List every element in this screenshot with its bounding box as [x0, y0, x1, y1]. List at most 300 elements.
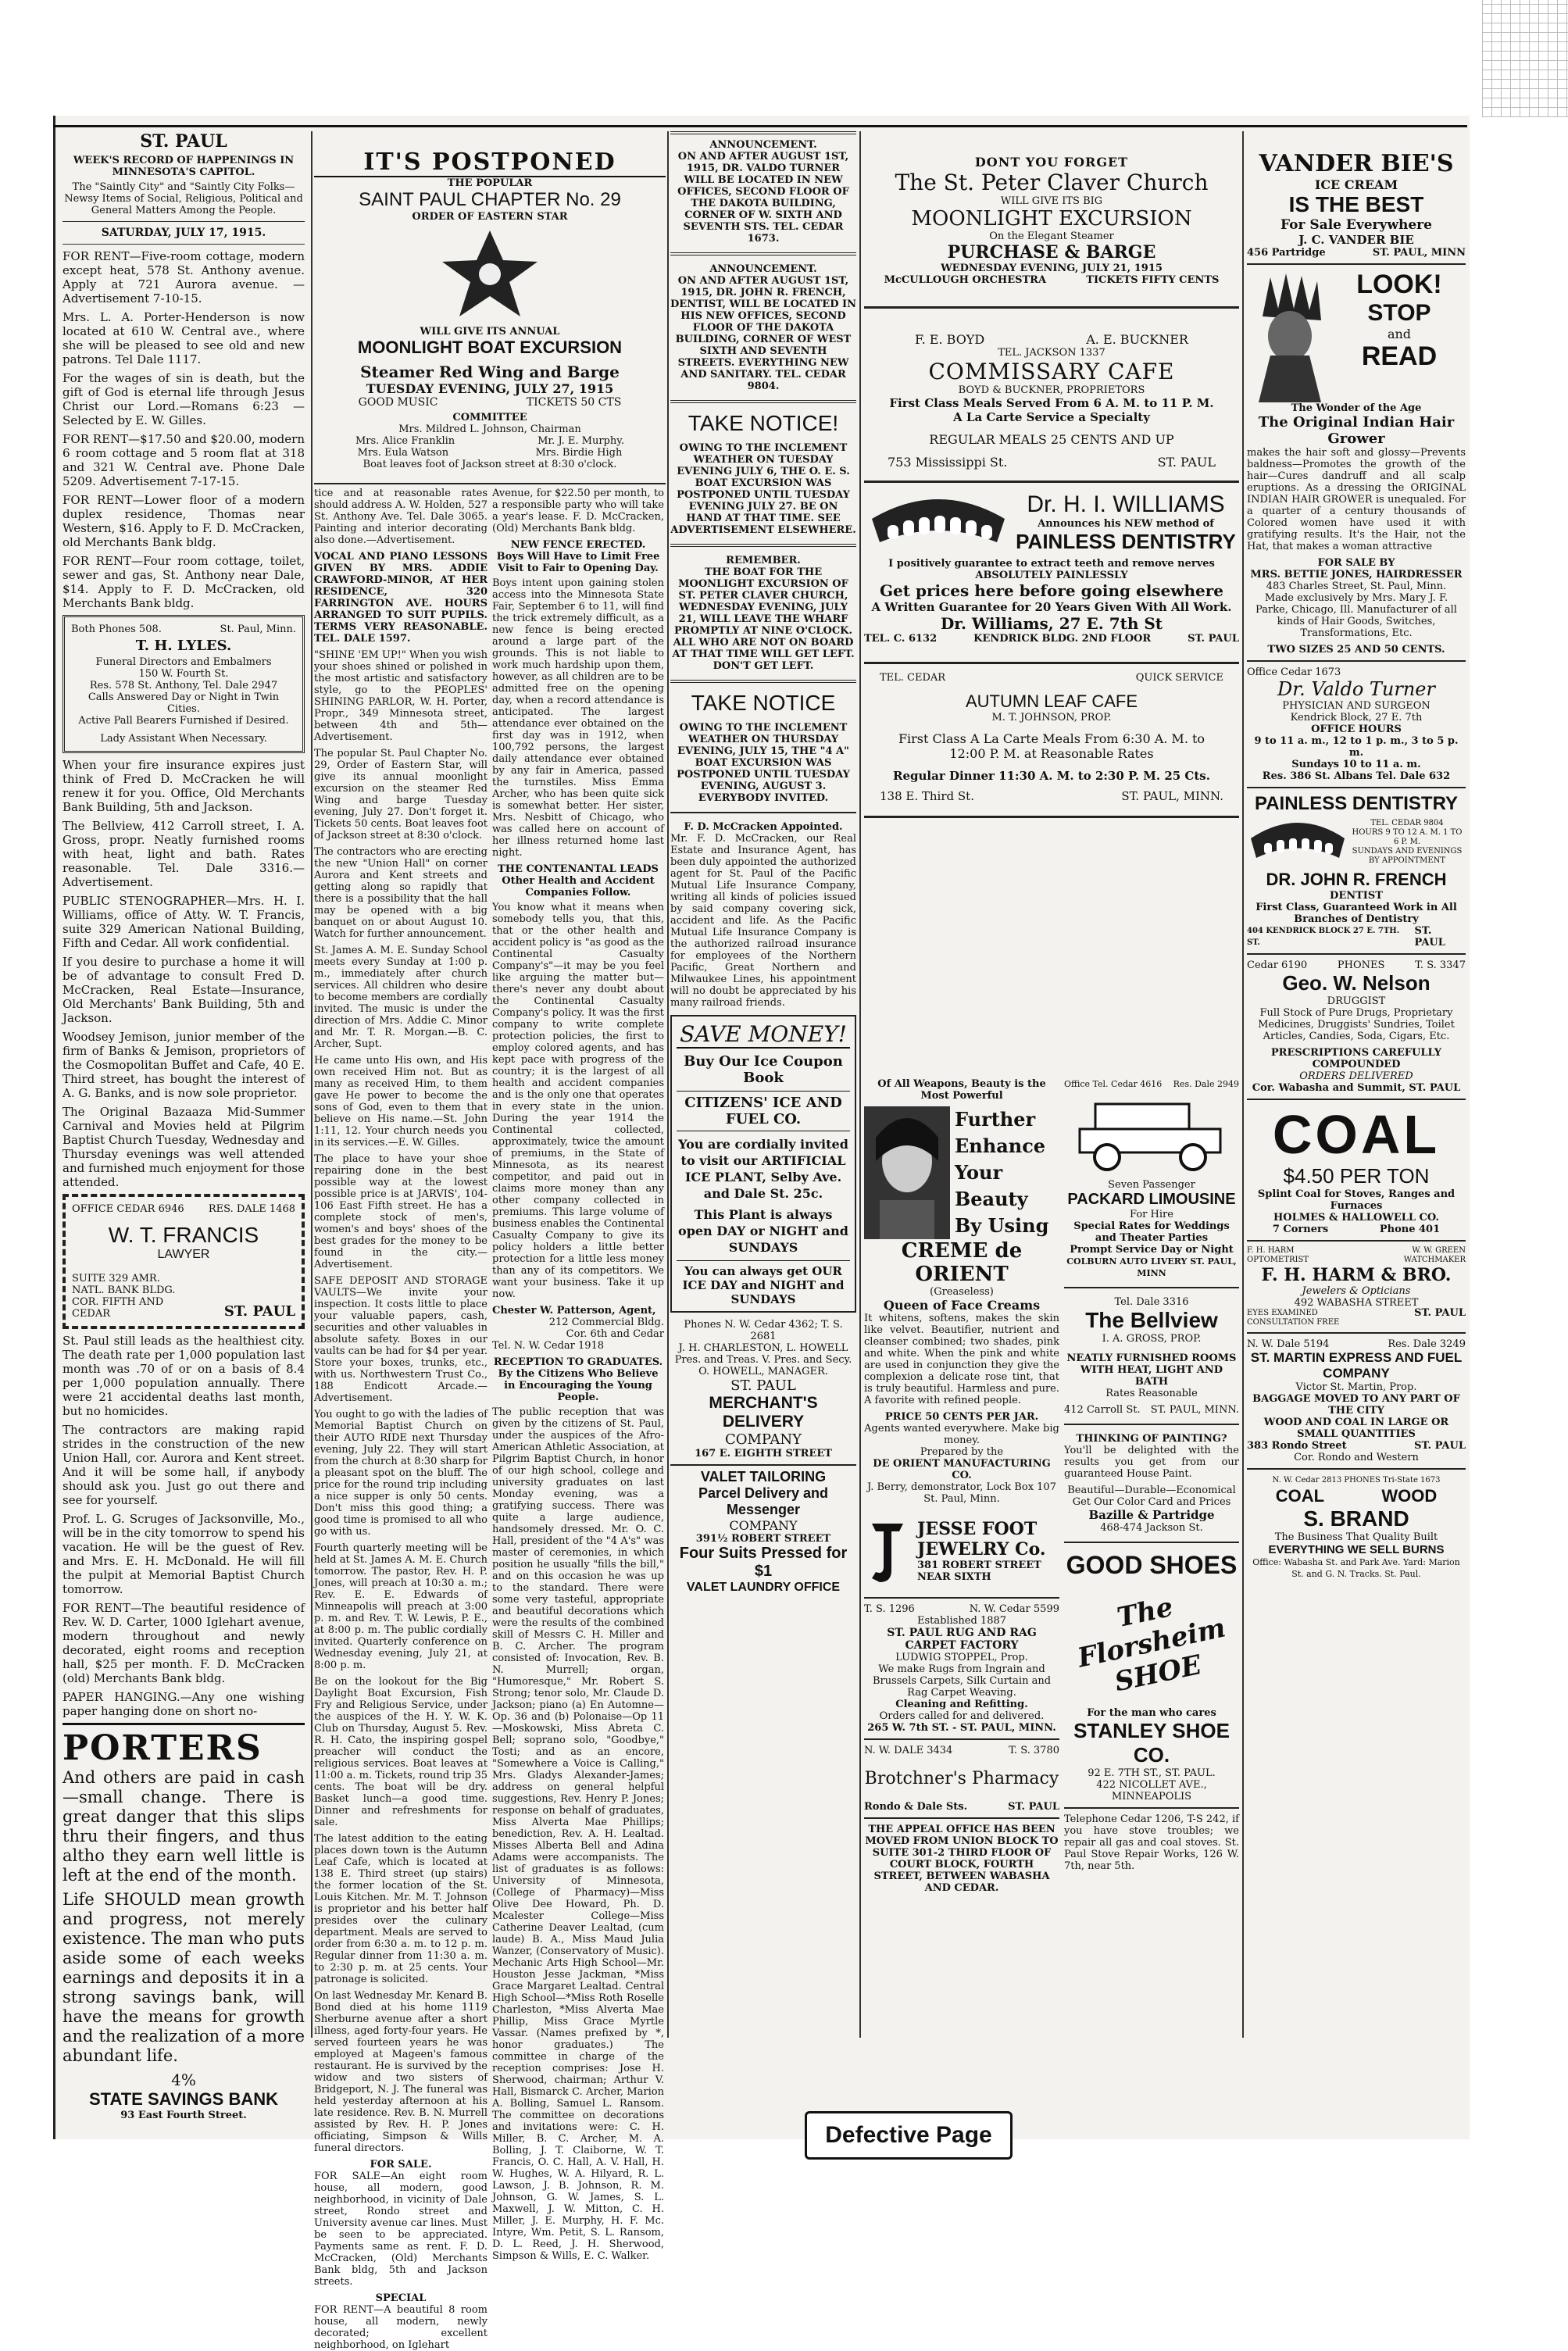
take-notice-text: OWING TO THE INCLEMENT WEATHER ON THURSDAY EVENING, JULY 15, THE "4 A" BOAT EXCURSION WAS POSTPONED UNTIL TUESDAY EVENING, AUGUST 3. EVERYBODY INVITED.: [677, 722, 850, 804]
shoe-good: GOOD SHOES: [1066, 1551, 1238, 1579]
harm-right: W. W. GREEN WATCHMAKER: [1403, 1246, 1466, 1264]
mer-name: MERCHANT'S DELIVERY: [709, 1394, 818, 1431]
sb-burns: EVERYTHING WE SELL BURNS: [1268, 1543, 1445, 1556]
section-tagline: The "Saintly City" and "Saintly City Folks—Newsy Items of Social, Religious, Political and General Matters Among the People.: [64, 181, 303, 216]
divider: [864, 816, 1239, 818]
good-music: GOOD MUSIC: [358, 396, 438, 409]
mer-co: COMPANY: [724, 1431, 802, 1448]
ice-text: You are cordially invited to visit our ARTIFICIAL ICE PLANT, Selby Ave. and Dale St. 25c.: [678, 1137, 848, 1201]
for-sale-item: FOR SALE—An eight room house, all modern, good neighborhood, in vicinity of Dale street, Rondo street and University avenue car lines. Must be seen to be appreciated. Payments same as rent. F. D. McCracken, (Old) Merchants Bank bldg, 5th and Jackson streets.: [314, 2171, 488, 2288]
sm-city: ST. PAUL: [1414, 1440, 1466, 1452]
shoe-for: For the man who cares: [1087, 1707, 1216, 1719]
paint-beaut: Beautiful—Durable—Economical: [1067, 1485, 1236, 1496]
lyles-ad: [63, 615, 305, 753]
divider: [1247, 1332, 1466, 1334]
rug-orders: Orders called for and delivered.: [879, 1710, 1045, 1722]
cont-sig: Tel. N. W. Cedar 1918: [492, 1340, 605, 1352]
divider: [864, 481, 1239, 483]
fence-head: NEW FENCE ERECTED.: [510, 539, 646, 551]
tickets: TICKETS 50 CTS: [526, 396, 622, 409]
teeth-icon: [864, 488, 1013, 558]
bell-rates: Rates Reasonable: [1105, 1388, 1198, 1399]
news-item: Be on the lookout for the Big Daylight Boat Excursion, Fish Fry and Religious Service, under the auspices of the H. Y. W. K. Club on Thursday, August 5. Rev. R. H. Cato, the inspiring gospel preacher will conduct the religious services. Boat leaves at 11:00 a. m. Tickets, round trip 35 cents. The boat will be dry. Basket lunch—a good time. Dinner and refreshments for sale.: [314, 1676, 488, 1828]
val-co: COMPANY: [729, 1518, 798, 1533]
shoe-addr: 92 E. 7TH ST., ST. PAUL.: [1088, 1767, 1216, 1779]
news-item: If you desire to purchase a home it will be of advantage to consult Fred D. McCracken, Real Estate—Insurance, Old Merchants' Bank Building, 5th and Jackson.: [63, 955, 305, 1025]
bell-prop: I. A. GROSS, PROP.: [1102, 1333, 1202, 1345]
aut-city: ST. PAUL, MINN.: [1121, 789, 1223, 803]
sb-coal: COAL: [1275, 1486, 1325, 1506]
lyles-line: Res. 578 St. Anthony, Tel. Dale 2947: [89, 680, 278, 691]
creme-further: Further Enhance Your Beauty By Using: [955, 1108, 1049, 1237]
section-header: ST. PAUL: [140, 131, 227, 152]
for-sale-head: FOR SALE.: [370, 2159, 432, 2171]
shoe-addr: 422 NICOLLET AVE., MINNEAPOLIS: [1096, 1779, 1207, 1803]
francis-addr: SUITE 329 AMR. NATL. BANK BLDG. COR. FIFTH AND CEDAR: [72, 1273, 176, 1320]
rug-name: ST. PAUL RUG AND RAG CARPET FACTORY: [887, 1627, 1037, 1652]
aut-addr: 138 E. Third St.: [880, 789, 974, 803]
news-item: FOR RENT—The beautiful residence of Rev. W. D. Carter, 1000 Iglehart avenue, modern throughout and newly decorated, eight rooms and reception hall, $25 per month. F. D. McCracken (old) Merchants Bank bldg.: [63, 1601, 305, 1685]
vt-title: PHYSICIAN AND SURGEON: [1282, 700, 1430, 712]
dent-line: ABSOLUTELY PAINLESSLY: [975, 570, 1128, 581]
vb-city: ST. PAUL, MINN: [1372, 247, 1466, 259]
column-rule: [667, 131, 669, 2038]
gw-del: ORDERS DELIVERED: [1299, 1070, 1413, 1082]
lyles-line: Calls Answered Day or Night in Twin Cities.: [88, 691, 280, 715]
column-rule: [1242, 131, 1244, 2038]
pack-rates: Special Rates for Weddings and Theater Parties: [1073, 1220, 1230, 1244]
vb-name: VANDER BIE'S: [1259, 150, 1454, 177]
divider: [1064, 1287, 1239, 1288]
hair-sale: FOR SALE BY: [1317, 557, 1395, 569]
sm-res: Res. Dale 3249: [1388, 1338, 1466, 1350]
dent-name: Dr. H. I. WILLIAMS: [1027, 491, 1225, 517]
woman-portrait-icon: [864, 1106, 950, 1239]
brot-ts: T. S. 3780: [1009, 1745, 1059, 1756]
recep-text: The public reception that was given by the citizens of St. Paul, under the auspices of the Afro-American Athletic Association, at Pilgrim Baptist Church, in honor of our high school, college and university graduates on last Monday evening, was a gratifying success. There was quite a large audience, handsomely dressed. Mr. O. C. Hall, president of the "4 A's" was master of ceremonies, in which position he usually "fills the bill," and on this occasion he was up to the standard. There were some very tasteful, appropriate and beautiful decorations which were the results of the combined skill of Messrs C. H. Miller and B. C. Archer. The program consisted of: Invocation, Rev. B. N. Murrell; organ, "Humoresque," Mr. Robert S. Strong; tenor solo, Mr. Claude D. Jackson; piano (a) En Automne—Op. 36 and (b) Polonaise—Op 11—Moskowski, Miss Abreta C. Bell; soprano solo, "Goodbye," Tosti; and as an encore, "Somewhere a Voice is Calling," Mrs. Gladys Alexander-James; address on general helpful suggestions, Rev. Henry P. Jones; response on behalf of graduates, Miss Alverta Mae Phillips; benediction, Rev. A. H. Lealtad. Misses Alberta Bell and Adina Adams were accompanists. The list of graduates is as follows: University of Minnesota, (College of Pharmacy)—Miss Olive Dee Howard, Ph. D. Mcalester College—Miss Catherine Deaver Lealtad, (cum laude) B. A., Miss Maud Julia Wanzer, (Conservatory of Music). Mechanic Arts High School—Mr. Houston Jesse Jackman, *Miss Grace Margaret Lealtad. Central High School—*Miss Roth Roselle Charleston, *Miss Alverta Mae Phillip, Miss Grace Myrtle Vassar. (Names prefixed by *, honor graduates.) The committee in charge of the reception comprises: Jose H. Sherwood, chairman; Arthur V. Hall, Bismarck C. Archer, Marion A. Bolling, Samuel L. Ransom. The committee on decorations and invitations were: C. H. Miller, B. C. Archer, M. A. Bolling, J. T. Claiborne, W. T. Francis, O. C. Hall, A. V. Hall, H. W. Hughes, W. A. Hilyard, R. L. Lawson, J. B. Johnson, R. M. Johnson, G. W. James, S. L. Maxwell, J. W. Mitton, C. H. Miller, J. E. Murphy, H. F. Mc. Intyre, Wm. Petit, S. L. Ransom, D. L. Reed, J. H. Sherwood, Simpson & Wills, E. C. Walker.: [492, 1406, 664, 2262]
val-four: Four Suits Pressed for $1: [679, 1545, 848, 1580]
news-item: Avenue, for $22.50 per month, to a responsible party who will take a year's lease. F. D. McCracken, (Old) Merchants Bank bldg.: [492, 488, 664, 534]
harm-name: F. H. HARM & BRO.: [1261, 1265, 1452, 1285]
vb-ice: ICE CREAM: [1314, 177, 1398, 192]
claver-orch: McCULLOUGH ORCHESTRA: [884, 274, 1047, 286]
aut-quick: QUICK SERVICE: [1135, 672, 1223, 684]
lyles-line: Active Pall Bearers Furnished if Desired.: [78, 715, 289, 727]
margin-grid: [1482, 0, 1568, 117]
sm-addr: 383 Rondo Street: [1247, 1440, 1347, 1452]
gw-phones: PHONES: [1337, 959, 1385, 971]
comm-cafe: COMMISSARY CAFE: [928, 359, 1175, 384]
creme-prep: Prepared by the: [920, 1446, 1004, 1458]
committee-head: COMMITTEE: [452, 412, 527, 423]
claver-moon: MOONLIGHT EXCURSION: [911, 207, 1192, 230]
divider: [1247, 660, 1466, 662]
order-name: ORDER OF EASTERN STAR: [412, 211, 568, 223]
committee-member: Mrs. Birdie High: [535, 447, 623, 459]
cont-sub: Other Health and Accident Companies Follow.: [502, 875, 655, 899]
remember-head: REMEMBER.: [726, 555, 801, 566]
vt-name: Dr. Valdo Turner: [1277, 678, 1435, 700]
jesse-name: JESSE FOOT JEWELRY Co.: [917, 1519, 1046, 1560]
pack-seven: Seven Passenger: [1108, 1179, 1195, 1191]
bell-name: The Bellview: [1085, 1308, 1218, 1332]
coal-price: $4.50 PER TON: [1283, 1164, 1430, 1188]
francis-res: RES. DALE 1468: [208, 1203, 295, 1215]
ann1-text: ON AND AFTER AUGUST 1ST, 1915, DR. VALDO TURNER WILL BE LOCATED IN NEW OFFICES, SECOND FLOOR OF THE DAKOTA BUILDING, CORNER OF W. SIXTH AND SEVENTH STS. TEL. CEDAR 1673.: [677, 151, 849, 245]
news-item: The contractors who are erecting the new "Union Hall" on corner Aurora and Kent streets and getting along so rapidly that there is a possibility that the hall may be opened with a big banquet on or about August 10. Watch for further announcement.: [314, 846, 488, 940]
sb-name: S. BRAND: [1303, 1506, 1409, 1531]
appeal-notice: THE APPEAL OFFICE HAS BEEN MOVED FROM UNION BLOCK TO SUITE 301-2 THIRD FLOOR OF COURT BLOCK, FOURTH STREET, BETWEEN WABASHA AND CEDAR.: [865, 1824, 1059, 1894]
creme-agents: Agents wanted everywhere. Make big money.: [864, 1423, 1059, 1446]
jf-dentist: DENTIST: [1330, 890, 1383, 902]
hair-grower-ad: [1247, 270, 1466, 402]
take-notice-head: TAKE NOTICE!: [688, 411, 839, 435]
paint-name: Bazille & Partridge: [1088, 1508, 1215, 1522]
harm-eyes: EYES EXAMINED CONSULTATION FREE: [1247, 1309, 1340, 1327]
will-give: WILL GIVE ITS ANNUAL: [420, 326, 560, 338]
postponed-head: IT'S POSTPONED: [314, 148, 666, 177]
news-item: Fourth quarterly meeting will be held at St. James A. M. E. Church tomorrow. The pastor, Rev. H. P. Jones, will preach at 10:30 a. m.; Rev. E. E. Edwards of Minneapolis will preach at 3:00 p. m. and Rev. T. W. Lewis, P. E., at 8:00 p. m. The public cordially invited. Quarterly conference on Wednesday evening, July 21, at 8:00 p. m.: [314, 1542, 488, 1671]
committee-chair: Mrs. Mildred L. Johnson, Chairman: [398, 423, 581, 435]
news-item: PAPER HANGING.—Any one wishing paper hanging done on short no-: [63, 1690, 305, 1718]
aut-prop: M. T. JOHNSON, PROP.: [991, 712, 1112, 724]
val-sub: Parcel Delivery and Messenger: [698, 1485, 829, 1517]
dent-city: ST. PAUL: [1188, 633, 1239, 645]
ice-head: SAVE MONEY!: [677, 1021, 850, 1049]
ice-open: This Plant is always open DAY or NIGHT and SUNDAYS: [678, 1207, 848, 1255]
teeth-icon: [1247, 815, 1348, 870]
creme-demo: J. Berry, demonstrator, Lock Box 107 St. Paul, Minn.: [867, 1481, 1056, 1505]
jewelry-logo-icon: [864, 1516, 911, 1586]
column-7: [1247, 131, 1466, 2131]
porters-pct: 4%: [171, 2071, 196, 2089]
news-item: When your fire insurance expires just think of Fred D. McCracken he will renew it for you. Office, Old Merchants Bank Building, 5th and Jackson.: [63, 758, 305, 814]
take-notice-text: OWING TO THE INCLEMENT WEATHER ON TUESDAY EVENING JULY 6, THE O. E. S. BOAT EXCURSION WAS POSTPONED UNTIL TUESDAY EVENING JULY 27. BE ON HAND AT THAT TIME. SEE ADVERTISEMENT ELSEWHERE.: [670, 442, 856, 536]
divider: [864, 1597, 1059, 1599]
jf-sun: SUNDAYS AND EVENINGS BY APPOINTMENT: [1352, 847, 1463, 865]
divider: [670, 544, 856, 547]
williams-dentist-ad: [864, 488, 1239, 558]
jesse-foot-ad: [864, 1516, 1059, 1586]
porters-text: And others are paid in cash—small change. There is great danger that this slips thru their fingers, and thus altho they earn well little is left at the end of the month.: [63, 1768, 305, 1885]
eastern-star-emblem-icon: [431, 227, 548, 321]
news-item: "SHINE 'EM UP!" When you wish your shoes shined or polished in the most artistic and satisfactory style, go to the PEOPLES' SHINING PARLOR, W. H. Porter, Propr., 349 Minnesota street, between 4th and 5th—Advertisement.: [314, 649, 488, 743]
comm-reg: REGULAR MEALS 25 CENTS AND UP: [929, 432, 1174, 447]
paint-text: You'll be delighted with the results you get from our guaranteed House Paint.: [1064, 1445, 1239, 1480]
dent-tel: TEL. C. 6132: [864, 633, 938, 645]
divider: [1064, 1424, 1239, 1425]
pack-addr: COLBURN AUTO LIVERY ST. PAUL, MINN: [1066, 1256, 1237, 1278]
divider: [670, 252, 856, 255]
news-item: VOCAL AND PIANO LESSONS GIVEN BY MRS. ADDIE CRAWFORD-MINOR, AT HER RESIDENCE, 320 FARRINGTON AVE. HOURS ARRANGED TO SUIT PUPILS. TERMS VERY REASONABLE. TEL. DALE 1597.: [314, 551, 488, 645]
sm-bag: BAGGAGE MOVED TO ANY PART OF THE CITY: [1252, 1393, 1460, 1417]
comm-city: ST. PAUL: [1157, 455, 1216, 470]
special-head: SPECIAL: [375, 2292, 427, 2304]
bell-text: NEATLY FURNISHED ROOMS WITH HEAT, LIGHT AND BATH: [1066, 1352, 1237, 1388]
news-item: PUBLIC STENOGRAPHER—Mrs. H. I. Williams, office of Atty. W. T. Francis, suite 329 American National Building, Fifth and Cedar. All work confidential.: [63, 894, 305, 950]
jf-addr: 404 KENDRICK BLOCK 27 E. 7TH. ST.: [1247, 927, 1400, 947]
comm-name: F. E. BOYD: [915, 332, 985, 347]
pack-name: PACKARD LIMOUSINE: [1067, 1191, 1236, 1208]
creme-grease: (Greaseless): [930, 1286, 994, 1298]
lyles-city: St. Paul, Minn.: [220, 623, 296, 635]
paint-addr: 468-474 Jackson St.: [1100, 1522, 1203, 1534]
mer-phones: Phones N. W. Cedar 4362; T. S. 2681: [684, 1319, 843, 1342]
gw-ts: T. S. 3347: [1415, 959, 1466, 971]
indian-portrait-icon: [1247, 270, 1333, 402]
cont-text: You know what it means when somebody tells you, that this, that or the other health and accident policy is "as good as the Continental Casualty Company's"—it may be you feel like arguing the matter but— there's never any doubt about the Continental Casualty Company's policy. It was the first company to write complete protection policies, the first to employ colored agents, and has kept pace with progress of the country; it is the largest of all health and accident companies and is the only one that operates in every state in the union. During the year 1914 the Continental collected, approximately, twice the amount of premiums, in the State of Minnesota, as its nearest competitor, and paid out in claims more money than any other company collected in premiums. This large volume of business enables the Continental Casualty Company to give its policy holders a little better protection for a little less money than any of its competitors. We want your business. Take it up now.: [492, 902, 664, 1300]
claver-date: WEDNESDAY EVENING, JULY 21, 1915: [941, 263, 1163, 274]
brot-city: ST. PAUL: [1008, 1801, 1059, 1813]
claver-boat: PURCHASE & BARGE: [947, 242, 1156, 263]
jf-name: DR. JOHN R. FRENCH: [1266, 870, 1447, 889]
divider: [864, 1817, 1059, 1819]
comm-addr: 753 Mississippi St.: [888, 455, 1008, 470]
hair-text: makes the hair soft and glossy—Prevents baldness—Promotes the growth of the hair—Cures dandruff and all scalp eruptions. As a dressing the ORIGINAL INDIAN HAIR GROWER is unequaled. For a quarter of a century thousands of Colored women have used it with gratifying results. It's the Hair, not the Hat, that makes a woman attractive: [1247, 447, 1466, 552]
coal-text: Splint Coal for Stoves, Ranges and Furnaces: [1257, 1188, 1455, 1212]
rug-prop: LUDWIG STOPPEL, Prop.: [895, 1652, 1028, 1663]
val-office: VALET LAUNDRY OFFICE: [686, 1581, 841, 1594]
divider: [63, 221, 305, 222]
dent-pain: PAINLESS DENTISTRY: [1016, 530, 1236, 553]
mcc-head: F. D. McCracken Appointed.: [684, 821, 843, 833]
sb-quality: The Business That Quality Built: [1274, 1531, 1438, 1543]
lyles-line: Funeral Directors and Embalmers: [95, 656, 272, 668]
rug-addr: 265 W. 7th ST. - ST. PAUL, MINN.: [867, 1722, 1056, 1734]
jesse-addr: 381 ROBERT STREET NEAR SIXTH: [917, 1560, 1041, 1583]
vt-hours: 9 to 11 a. m., 12 to 1 p. m., 3 to 5 p. m.: [1254, 735, 1459, 759]
harm-addr: 492 WABASHA STREET: [1294, 1297, 1419, 1309]
excursion-date: TUESDAY EVENING, JULY 27, 1915: [366, 381, 614, 396]
claver-tix: TICKETS FIFTY CENTS: [1086, 274, 1220, 286]
brot-corner: Rondo & Dale Sts.: [864, 1801, 968, 1813]
ann2-head: ANNOUNCEMENT.: [709, 263, 817, 275]
mcc-text: Mr. F. D. McCracken, our Real Estate and Insurance Agent, has been duly appointed the authorized agent for St. Paul of the Pacific Mutual Life Insurance Company, writing all kinds of policies issued by said company covering sick, accident and life. As the Pacific Mutual Life Insurance Company is the authorized railroad insurance for employees of the Northern Pacific, Great Northern and Milwaukee Lines, his appointment will no doubt be appreciated by his many railroad friends.: [670, 833, 856, 1009]
creme-column: [864, 1078, 1059, 2031]
news-item: The contractors are making rapid strides in the construction of the new Union Hall, cor. Aurora and Kent street. And it will be some hall, if anybody should ask you. Just go out there and see for yourself.: [63, 1423, 305, 1507]
gw-name: Geo. W. Nelson: [1282, 971, 1430, 995]
news-item: The Bellview, 412 Carroll street, I. A. Gross, propr. Neatly furnished rooms with heat, light and bath. Rates reasonable. Tel. Dale 3316.—Advertisement.: [63, 819, 305, 889]
news-item: You ought to go with the ladies of Memorial Baptist Church on their AUTO RIDE next Thursday evening, July 22. They will start from the church at 8:30 sharp for a pleasant spot on the bluff. The price for the round trip including a nice supper is only 50 cents. Don't miss this good thing; a good time is promised to all who go with us.: [314, 1409, 488, 1538]
lyles-line: 150 W. Fourth St.: [138, 668, 229, 680]
brot-nw: N. W. DALE 3434: [864, 1745, 953, 1756]
committee-member: Mrs. Eula Watson: [357, 447, 449, 459]
divider: [670, 1464, 856, 1466]
news-item: The place to have your shoe repairing done in the best possible way at the lowest possible price is at JARVIS', 104-106 East Fifth street. He has a complete stock of men's, women's and boys' shoes of the best grades for the money to be found in the city.—Advertisement.: [314, 1153, 488, 1270]
chapter-name: SAINT PAUL CHAPTER No. 29: [359, 189, 621, 210]
hair-name: The Original Indian Hair Grower: [1258, 414, 1455, 447]
divider: [1247, 1240, 1466, 1242]
pack-hire: For Hire: [1130, 1209, 1173, 1220]
divider: [864, 306, 1239, 309]
gw-addr: Cor. Wabasha and Summit, ST. PAUL: [1252, 1082, 1461, 1094]
coal-phone: Phone 401: [1379, 1224, 1441, 1235]
vt-sun: Sundays 10 to 11 a. m.: [1291, 759, 1421, 770]
divider: [314, 483, 666, 484]
news-item: Mrs. L. A. Porter-Henderson is now located at 610 W. Central ave., where she will be pleased to see old and new patrons. Tel Dale 1117.: [63, 310, 305, 366]
news-item: FOR RENT—Lower floor of a modern duplex residence, Thomas near Western, $16. Apply to F. D. McCracken, old Merchants Bank bldg.: [63, 493, 305, 549]
news-item: tice and at reasonable rates should address A. W. Holden, 527 St. Anthony Ave. Tel. Dale 3065. Painting and interior decorating also done.—Advertisement.: [314, 488, 488, 546]
column-1: [63, 131, 305, 2121]
dent-ann: Announces his NEW method of: [1038, 518, 1214, 530]
francis-office: OFFICE CEDAR 6946: [72, 1203, 184, 1215]
dent-line: A Written Guarantee for 20 Years Given With All Work.: [871, 600, 1232, 614]
francis-name: W. T. FRANCIS: [108, 1223, 259, 1247]
ice-ad: [670, 1015, 856, 1313]
news-item: He came unto His own, and His own received Him not. But as many as received Him, to them gave He power to become the sons of God, even to them that believe on His name.—St. John 1:11, 12. Your church needs you in its services.—E. W. Gilles.: [314, 1055, 488, 1149]
rug-ts: T. S. 1296: [864, 1603, 915, 1615]
rug-nw: N. W. Cedar 5599: [969, 1603, 1059, 1615]
aut-first: First Class A La Carte Meals From 6:30 A. M. to 12:00 P. M. at Reasonable Rates: [898, 731, 1205, 761]
claver-give: WILL GIVE ITS BIG: [1000, 195, 1103, 207]
sb-office: Office: Wabasha St. and Park Ave. Yard: Marion St. and G. N. Tracks. St. Paul.: [1252, 1557, 1460, 1579]
column-2: [314, 488, 488, 2351]
column-rule: [859, 131, 861, 2038]
pack-office: Office Tel. Cedar 4616: [1064, 1079, 1163, 1089]
steamer: Steamer Red Wing and Barge: [360, 363, 620, 381]
divider: [864, 662, 1239, 664]
spacer: [864, 131, 1239, 155]
sb-phones: N. W. Cedar 2813 PHONES Tri-State 1673: [1272, 1476, 1441, 1485]
vt-addr: Kendrick Block, 27 E. 7th: [1290, 712, 1423, 724]
divider: [1247, 263, 1466, 265]
pack-prompt: Prompt Service Day or Night: [1070, 1244, 1234, 1256]
jf-hours: HOURS 9 TO 12 A. M. 1 TO 6 P. M.: [1352, 828, 1463, 846]
jf-pain: PAINLESS DENTISTRY: [1254, 793, 1459, 814]
aut-name: AUTUMN LEAF CAFE: [965, 691, 1138, 711]
dent-bldg: KENDRICK BLDG. 2ND FLOOR: [973, 633, 1152, 645]
divider: [864, 1738, 1059, 1740]
porters-addr: 93 East Fourth Street.: [120, 2110, 247, 2121]
coal-co: HOLMES & HALLOWELL CO.: [1273, 1212, 1439, 1224]
committee-member: Mrs. Alice Franklin: [355, 435, 455, 447]
vb-best: IS THE BEST: [1288, 192, 1424, 216]
harm-left: F. H. HARM OPTOMETRIST: [1247, 1246, 1309, 1264]
divider: [1247, 953, 1466, 955]
jf-tel: TEL. CEDAR 9804: [1370, 819, 1444, 827]
cont-sig: 212 Commercial Bldg.: [548, 1317, 664, 1328]
column-4: [670, 131, 856, 2131]
porters-text: Life SHOULD mean growth and progress, not merely existence. The man who puts aside some of each weeks earnings and deposits it in a strong savings bank, will have the means for growth and the realization of a more abundant life.: [63, 1890, 305, 2065]
divider: [1247, 787, 1466, 788]
recep-head: RECEPTION TO GRADUATES.: [493, 1356, 663, 1368]
val-head: VALET TAILORING: [700, 1469, 827, 1485]
vb-jc: J. C. VANDER BIE: [1298, 233, 1414, 247]
brot-name: Brotchner's Pharmacy: [864, 1769, 1059, 1788]
vb-sale: For Sale Everywhere: [1280, 217, 1432, 233]
and: and: [1387, 327, 1412, 341]
mer-addr: 167 E. EIGHTH STREET: [695, 1448, 832, 1460]
remember-text: THE BOAT FOR THE MOONLIGHT EXCURSION OF ST. PETER CLAVER CHURCH, WEDNESDAY EVENING, JULY 21, WILL LEAVE THE WHARF PROMPTLY AT NINE O'CLOCK. ALL WHO ARE NOT ON BOARD AT THAT TIME WILL GET LEFT. DON'T GET LEFT.: [672, 566, 855, 672]
comm-tel: TEL. JACKSON 1337: [998, 347, 1105, 359]
rug-text: We make Rugs from Ingrain and Brussels Carpets, Silk Curtain and Rag Carpet Weaving.: [872, 1663, 1052, 1699]
jf-work: First Class, Guaranteed Work in All Branches of Dentistry: [1255, 902, 1457, 925]
pack-res: Res. Dale 2949: [1173, 1079, 1239, 1089]
news-item: FOR RENT—Five-room cottage, modern except heat, 578 St. Anthony avenue. Apply at 721 Aurora avenue. —Advertisement 7-10-15.: [63, 249, 305, 305]
paint-head: THINKING OF PAINTING?: [1076, 1433, 1227, 1445]
the-popular: THE POPULAR: [447, 177, 533, 189]
divider: [1247, 1468, 1466, 1470]
news-item: Woodsey Jemison, junior member of the firm of Banks & Jemison, proprietors of the Cosmopolitan Buffet and Cafe, 40 E. Third street, has bought the interest of A. G. Banks, and is now sole proprietor.: [63, 1030, 305, 1100]
vb-addr: 456 Partridge: [1247, 247, 1326, 259]
ann1-head: ANNOUNCEMENT.: [709, 139, 817, 151]
news-item: St. James A. M. E. Sunday School meets every Sunday at 1:00 p. m., immediately after church services. All children who desire to become members are cordially invited. The music is under the direction of Mrs. Addie C. Minor and Mr. T. R. Morgan.—B. C. Archer, Supt.: [314, 945, 488, 1050]
hair-bettie-addr: 483 Charles Street, St. Paul, Minn.: [1266, 581, 1447, 592]
vt-res: Res. 386 St. Albans Tel. Dale 632: [1262, 770, 1451, 782]
bell-tel: Tel. Dale 3316: [1114, 1296, 1189, 1308]
stove-item: Telephone Cedar 1206, T-S 242, if you have stove troubles; we repair all gas and coal stoves. St. Paul Stove Repair Works, 126 W. 7th, near 5th.: [1064, 1813, 1239, 1872]
committee-member: Mr. J. E. Murphy.: [538, 435, 625, 447]
mer-city: ST. PAUL: [730, 1377, 796, 1394]
mer-names: J. H. CHARLESTON, L. HOWELL Pres. and Treas. V. Pres. and Secy. O. HOWELL, MANAGER.: [674, 1342, 852, 1377]
val-addr: 391½ ROBERT STREET: [695, 1533, 831, 1545]
sm-coal: WOOD AND COAL IN LARGE OR SMALL QUANTITIES: [1263, 1417, 1449, 1440]
vt-hours-head: OFFICE HOURS: [1311, 724, 1402, 735]
gw-text: Full Stock of Pure Drugs, Proprietary Medicines, Druggists' Sundries, Toilet Articles, Candies, Soda, Cigars, Etc.: [1258, 1007, 1455, 1042]
divider: [1064, 1542, 1239, 1543]
creme-head: Of All Weapons, Beauty is the Most Powerful: [877, 1078, 1046, 1102]
vt-office: Office Cedar 1673: [1247, 666, 1341, 678]
news-item: Prof. L. G. Scruges of Jacksonville, Mo., will be in the city tomorrow to spend his vacation. He will be the guest of Rev. and Mrs. E. H. McDonald. He will fill the pulpit at Memorial Baptist Church tomorrow.: [63, 1512, 305, 1596]
comm-first: First Class Meals Served From 6 A. M. to 11 P. M.: [889, 396, 1214, 410]
sb-wood: WOOD: [1381, 1486, 1438, 1506]
top-rule: [53, 125, 1467, 127]
comm-name: A. E. BUCKNER: [1086, 332, 1188, 347]
issue-date: SATURDAY, JULY 17, 1915.: [101, 227, 266, 239]
section-subhead: WEEK'S RECORD OF HAPPENINGS IN MINNESOTA'S CAPITOL.: [73, 155, 295, 178]
aut-reg: Regular Dinner 11:30 A. M. to 2:30 P. M. 25 Cts.: [893, 769, 1210, 783]
porters-bank: STATE SAVINGS BANK: [88, 2089, 278, 2109]
rug-clean: Cleaning and Refitting.: [895, 1699, 1028, 1710]
claver-name: The St. Peter Claver Church: [895, 170, 1209, 195]
column-3: [492, 488, 664, 2262]
sm-prop: Victor St. Martin, Prop.: [1295, 1381, 1417, 1393]
cont-sig: Cor. 6th and Cedar: [566, 1328, 664, 1340]
divider: [1064, 1807, 1239, 1809]
news-item: On last Wednesday Mr. Kenard B. Bond died at his home 1119 Sherburne avenue after a short illness, aged forty-four years. He served fourteen years he was employed at Mageen's famous restaurant. He is survived by the widow and two sisters of Bridgeport, N. J. The funeral was held yesterday afternoon at his late residence. Rev. B. N. Murrell assisted by Rev. H. P. Jones officiating, Simpson & Wills funeral directors.: [314, 1990, 488, 2154]
comm-props: BOYD & BUCKNER, PROPRIETORS: [958, 384, 1145, 396]
dent-line: Get prices here before going elsewhere: [879, 581, 1224, 600]
column-rule: [311, 131, 313, 2038]
moonlight-head: MOONLIGHT BOAT EXCURSION: [357, 338, 623, 357]
hair-bettie: MRS. BETTIE JONES, HAIRDRESSER: [1250, 569, 1463, 581]
divider: [63, 244, 305, 245]
creme-queen: Queen of Face Creams: [883, 1298, 1041, 1313]
ice-always: You can always get OUR ICE DAY and NIGHT and SUNDAYS: [677, 1260, 850, 1306]
limousine-icon: [1064, 1090, 1236, 1176]
dent-addr: Dr. Williams, 27 E. 7th St: [940, 614, 1163, 633]
recep-sub: By the Citizens Who Believe in Encouraging the Young People.: [498, 1368, 659, 1403]
creme-text: It whitens, softens, makes the skin like velvet. Beautifier, nutrient and cleanser combined; two shades, pink and white. When the pink and white are used in conjunction they give the complexion a delicate rose tint, that is truly beautiful. Harmless and pure. A favorite with refined people.: [864, 1313, 1059, 1406]
creme-co: DE ORIENT MANUFACTURING CO.: [873, 1458, 1051, 1481]
divider: [670, 812, 856, 813]
ice-buy: Buy Our Ice Coupon Book: [684, 1053, 843, 1086]
sm-corner: Cor. Rondo and Western: [1294, 1452, 1419, 1463]
creme-price: PRICE 50 CENTS PER JAR.: [884, 1411, 1039, 1423]
coal-head: COAL: [1272, 1104, 1441, 1165]
coal-corners: 7 Corners: [1272, 1224, 1329, 1235]
fence-sub: Boys Will Have to Limit Free Visit to Fair to Opening Day.: [496, 551, 660, 574]
divider: [1247, 1099, 1466, 1100]
news-item: FOR RENT—$17.50 and $20.00, modern 6 room cottage and 5 room flat at 318 and 321 W. Central ave. Phone Dale 5209. Advertisement 7-17-15.: [63, 432, 305, 488]
divider: [670, 400, 856, 403]
harm-sub: Jewelers & Opticians: [1302, 1285, 1411, 1297]
stop: STOP: [1367, 300, 1431, 326]
cont-head: THE CONTENANTAL LEADS: [498, 863, 659, 875]
ann2-text: ON AND AFTER AUGUST 1ST, 1915, DR. JOHN R. FRENCH, DENTIST, WILL BE LOCATED IN HIS NEW OFFICES, SECOND FLOOR OF THE DAKOTA BUILDING, CORNER OF WEST SIXTH AND SEVENTH STREETS. EVERYTHING NEW AND SANITARY. TEL. CEDAR 9804.: [670, 275, 856, 392]
gw-drug: DRUGGIST: [1327, 995, 1386, 1007]
harm-city: ST. PAUL: [1414, 1307, 1466, 1319]
